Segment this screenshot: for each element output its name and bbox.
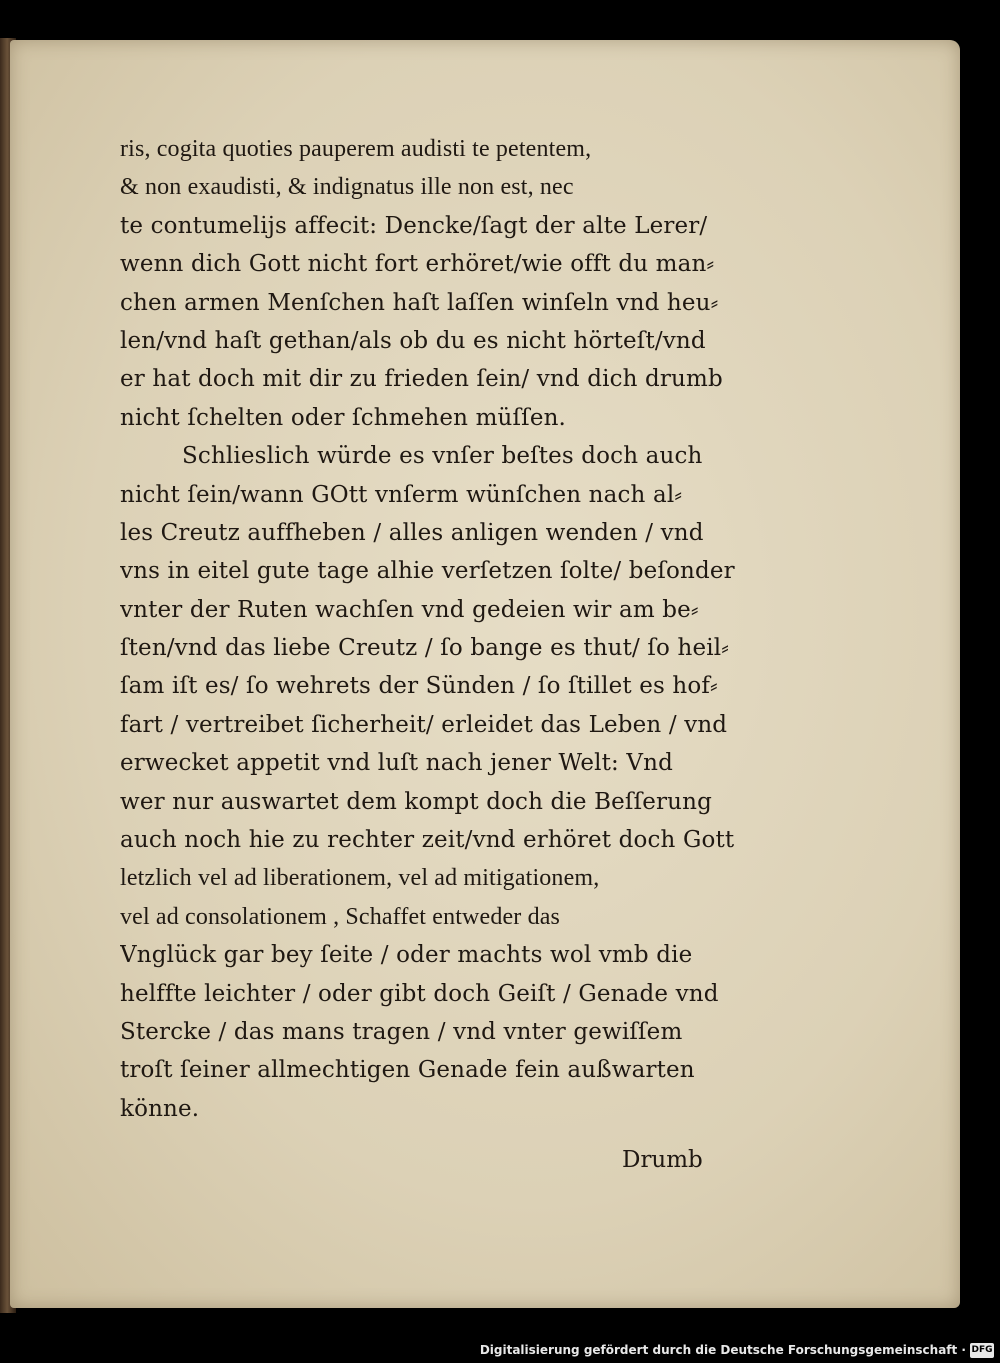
text-line: nicht ſchelten oder ſchmehen müſſen. (120, 404, 567, 431)
text-line: te contumelijs affecit: Dencke/ſagt der alte Lerer/ (120, 212, 708, 239)
text-line-paragraph-start: Schlieslich würde es vnſer beſtes doch auch (182, 443, 703, 470)
footer-bar (0, 1333, 1000, 1363)
text-line: er hat doch mit dir zu frieden ſein/ vnd dich drumb (120, 366, 723, 393)
catchword: Drumb (622, 1147, 703, 1173)
text-line: vns in eitel gute tage alhie verſetzen ſolte/ beſonder (120, 558, 735, 585)
text-line: Stercke / das mans tragen / vnd vnter gewiſſem (120, 1018, 683, 1045)
text-line: ſam iſt es/ ſo wehrets der Sünden / ſo ſtillet es hof⸗ (120, 673, 718, 700)
text-line: & non exaudisti, & indignatus ille non est, nec (120, 174, 574, 201)
text-line: erwecket appetit vnd luſt nach jener Welt: Vnd (120, 750, 673, 777)
text-line: auch noch hie zu rechter zeit/vnd erhöret doch Gott (120, 827, 735, 854)
text-line: nicht ſein/wann GOtt vnſerm wünſchen nach al⸗ (120, 481, 683, 508)
text-line: les Creutz auffheben / alles anligen wenden / vnd (120, 519, 704, 546)
text-line: wenn dich Gott nicht fort erhöret/wie offt du man⸗ (120, 251, 715, 278)
text-line: fart / vertreibet ſicherheit/ erleidet das Leben / vnd (120, 711, 728, 738)
funding-credit: Digitalisierung gefördert durch die Deutsche Forschungsgemeinschaft · (479, 1343, 966, 1357)
page-text-block (120, 130, 760, 1128)
text-line: ſten/vnd das liebe Creutz / ſo bange es thut/ ſo heil⸗ (120, 635, 730, 662)
text-line: vnter der Ruten wachſen vnd gedeien wir am be⸗ (120, 596, 699, 623)
text-line: troſt ſeiner allmechtigen Genade fein außwarten (120, 1057, 695, 1084)
text-line: letzlich vel ad liberationem, vel ad mitigationem, (120, 865, 600, 892)
book-page (10, 40, 960, 1308)
text-line: wer nur auswartet dem kompt doch die Beſſerung (120, 788, 712, 815)
text-line: vel ad consolationem , Schaffet entweder das (120, 903, 561, 930)
text-line: len/vnd haſt gethan/als ob du es nicht hörteſt/vnd (120, 327, 706, 354)
text-line: könne. (120, 1095, 200, 1122)
text-line: helffte leichter / oder gibt doch Geiſt / Genade vnd (120, 980, 719, 1007)
text-line: ris, cogita quoties pauperem audisti te petentem, (120, 136, 592, 162)
text-line: chen armen Menſchen haſt laſſen winſeln vnd heu⸗ (120, 289, 719, 316)
dfg-logo: DFG (970, 1343, 994, 1358)
text-line: Vnglück gar bey ſeite / oder machts wol vmb die (120, 942, 693, 969)
